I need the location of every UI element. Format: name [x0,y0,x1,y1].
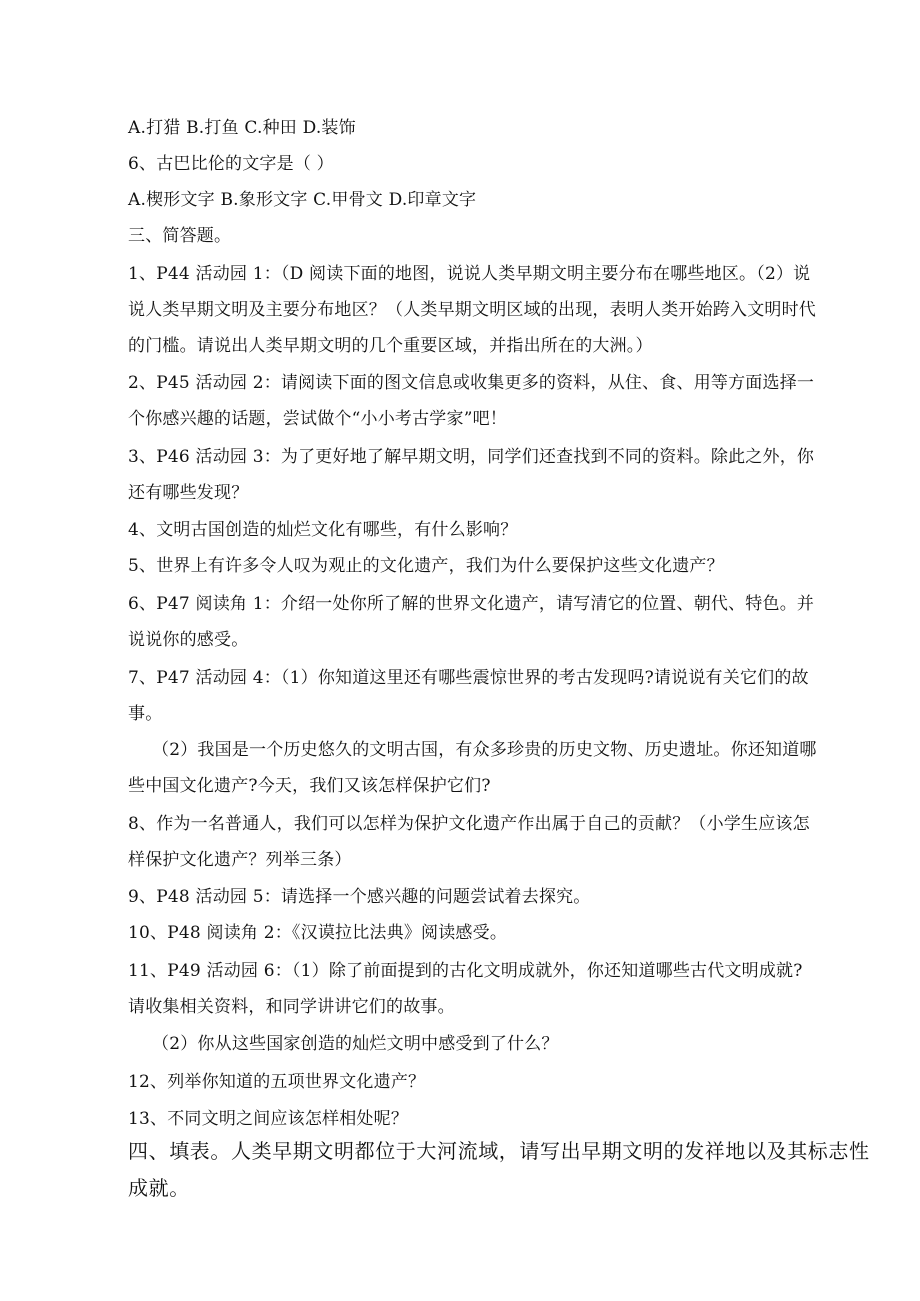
short-answer-9: 9、P48 活动园 5：请选择一个感兴趣的问题尝试着去探究。 [128,887,591,907]
section-fill-table-line-1: 四、填表。人类早期文明都位于大河流域，请写出早期文明的发祥地以及其标志性 [128,1139,870,1163]
short-answer-12: 12、列举你知道的五项世界文化遗产？ [128,1072,426,1092]
short-answer-8-line-2: 样保护文化遗产？列举三条） [128,850,352,870]
section-heading-short-answer: 三、简答题。 [128,226,232,246]
answer-options-6: A.楔形文字 B.象形文字 C.甲骨文 D.印章文字 [128,190,477,210]
short-answer-7-line-2: 事。 [128,704,163,724]
short-answer-6-line-2: 说说你的感受。 [128,630,249,650]
short-answer-1-line-3: 的门槛。请说出人类早期文明的几个重要区域，并指出所在的大洲。） [128,336,653,356]
short-answer-1-line-1: 1、P44 活动园 1：（D 阅读下面的地图，说说人类早期文明主要分布在哪些地区。（2）说 [128,264,811,284]
short-answer-4: 4、文明古国创造的灿烂文化有哪些，有什么影响？ [128,520,518,540]
short-answer-8-line-1: 8、作为一名普通人，我们可以怎样为保护文化遗产作出属于自己的贡献？（小学生应该怎 [128,814,810,834]
short-answer-11-part-2: （2）你从这些国家创造的灿烂文明中感受到了什么？ [152,1034,559,1054]
section-fill-table-line-2: 成就。 [128,1176,190,1200]
short-answer-1-line-2: 说人类早期文明及主要分布地区？（人类早期文明区域的出现，表明人类开始跨入文明时代 [128,300,816,320]
short-answer-11-line-1: 11、P49 活动园 6：（1）除了前面提到的古化文明成就外，你还知道哪些古代文明成就? [128,961,803,981]
short-answer-3-line-2: 还有哪些发现？ [128,483,249,503]
short-answer-10: 10、P48 阅读角 2：《汉谟拉比法典》阅读感受。 [128,923,508,943]
short-answer-7-line-1: 7、P47 活动园 4：（1）你知道这里还有哪些震惊世界的考古发现吗?请说说有关它们的故 [128,668,809,688]
short-answer-7-part-2-line-2: 些中国文化遗产?今天，我们又该怎样保护它们? [128,776,491,796]
question-6: 6、古巴比伦的文字是（ ） [128,154,334,174]
short-answer-11-line-2: 请收集相关资料，和同学讲讲它们的故事。 [128,997,455,1017]
short-answer-3-line-1: 3、P46 活动园 3：为了更好地了解早期文明，同学们还查找到不同的资料。除此之外，你 [128,447,815,467]
short-answer-2-line-1: 2、P45 活动园 2：请阅读下面的图文信息或收集更多的资料，从住、食、用等方面选择一 [128,373,815,393]
short-answer-7-part-2-line-1: （2）我国是一个历史悠久的文明古国，有众多珍贵的历史文物、历史遗址。你还知道哪 [152,740,817,760]
short-answer-2-line-2: 个你感兴趣的话题，尝试做个“小小考古学家”吧！ [128,409,507,429]
short-answer-6-line-1: 6、P47 阅读角 1：介绍一处你所了解的世界文化遗产，请写清它的位置、朝代、特色。并 [128,594,815,614]
short-answer-5: 5、世界上有许多令人叹为观止的文化遗产，我们为什么要保护这些文化遗产？ [128,556,724,576]
answer-options-5: A.打猎 B.打鱼 C.种田 D.装饰 [128,118,356,138]
short-answer-13: 13、不同文明之间应该怎样相处呢？ [128,1109,409,1129]
